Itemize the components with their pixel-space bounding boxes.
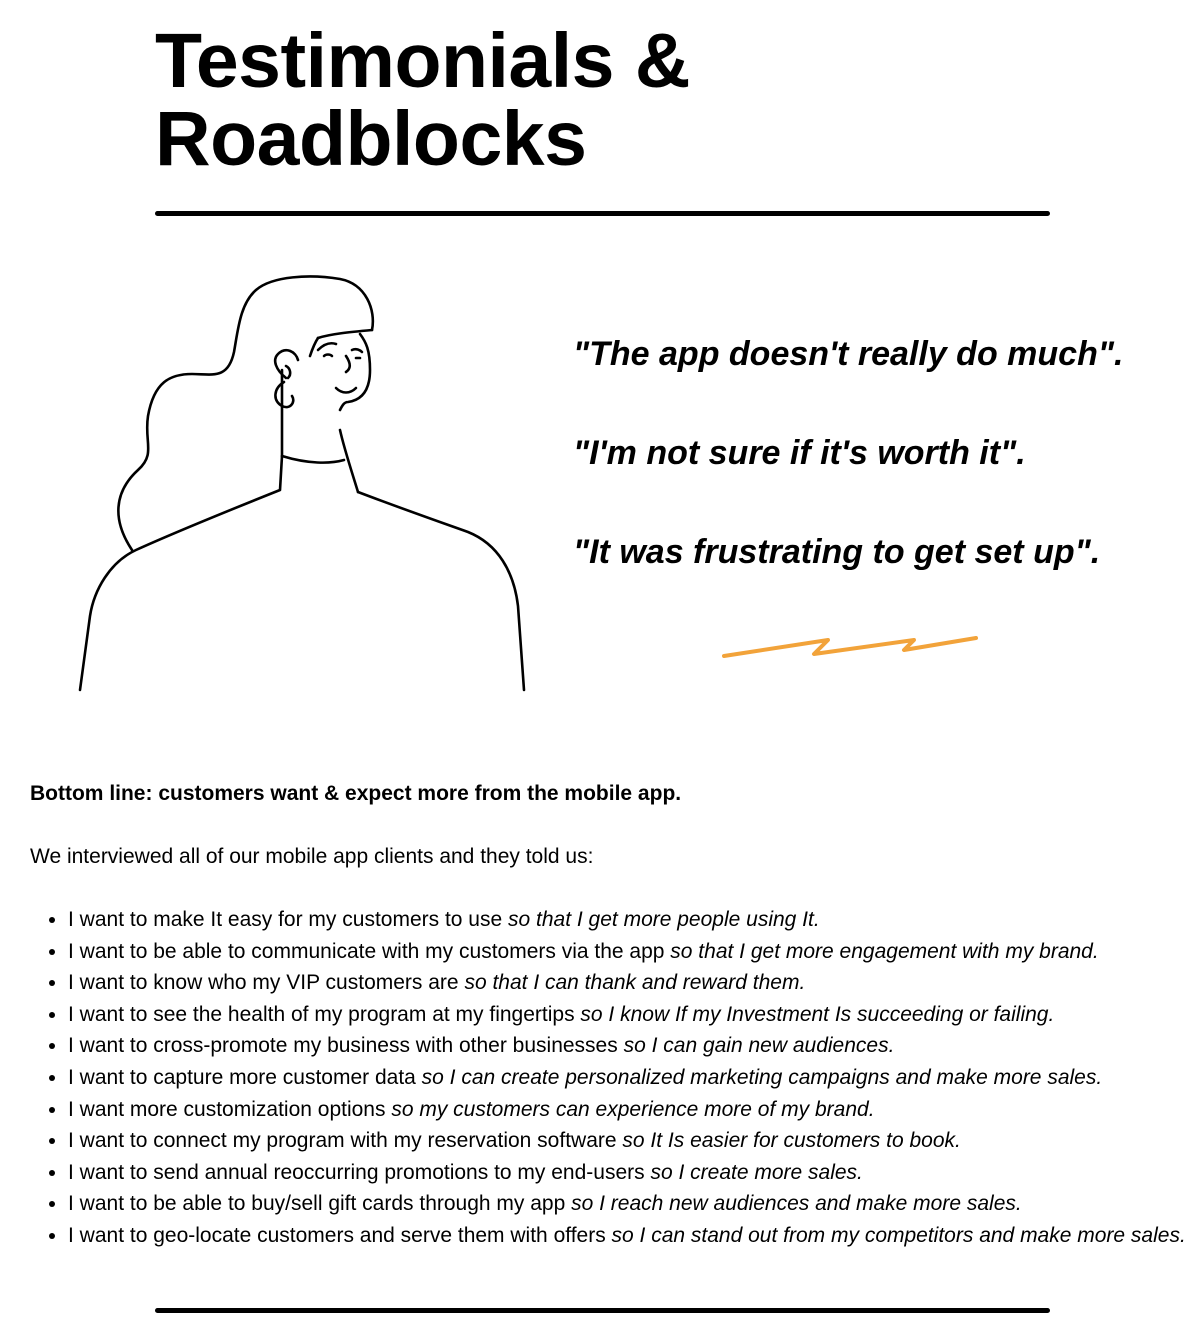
zigzag-accent-icon [718,628,982,662]
need-reason: so I create more sales. [650,1160,863,1184]
list-item [68,967,1190,999]
list-item [68,936,1190,968]
testimonial-quote: "It was frustrating to get set up". [573,533,1101,571]
need-want: I want more customization options [68,1097,392,1121]
need-reason: so my customers can experience more of my brand. [391,1097,875,1121]
bottom-line-statement: Bottom line: customers want & expect more from the mobile app. [30,782,682,805]
list-item [68,1062,1190,1094]
need-reason: so that I get more engagement with my brand. [670,939,1099,963]
need-want: I want to connect my program with my reservation software [68,1129,623,1153]
list-item [68,1188,1190,1220]
list-item [68,1157,1190,1189]
testimonial-quote: "I'm not sure if it's worth it". [573,434,1026,472]
need-want: I want to make It easy for my customers to use [68,908,508,931]
need-reason: so I can gain new audiences. [623,1034,895,1058]
footer-divider [155,1308,1050,1313]
interview-intro: We interviewed all of our mobile app clients and they told us: [30,845,594,868]
testimonial-quote: "The app doesn't really do much". [573,335,1124,373]
need-want: I want to geo-locate customers and serve them with offers [68,1223,612,1247]
testimonial-quotes [573,334,1193,631]
need-reason: so I reach new audiences and make more sales. [571,1192,1022,1216]
list-item [68,1094,1190,1126]
list-item [68,999,1190,1031]
need-want: I want to capture more customer data [68,1065,422,1089]
need-reason: so I know If my Investment Is succeeding or failing. [580,1002,1055,1026]
need-reason: so I can stand out from my competitors and make more sales. [611,1223,1186,1247]
need-reason: so that I can thank and reward them. [464,971,806,995]
need-want: I want to be able to communicate with my customers via the app [68,939,671,963]
page-title: Testimonials & Roadblocks [155,18,690,182]
need-want: I want to be able to buy/sell gift cards through my app [68,1192,572,1216]
customer-needs-list [30,904,1190,1252]
list-item [68,1220,1190,1252]
need-want: I want to send annual reoccurring promotions to my end-users [68,1160,651,1184]
list-item [68,904,1190,936]
list-item [68,1030,1190,1062]
need-reason: so that I get more people using It. [508,908,820,931]
list-item [68,1125,1190,1157]
title-divider [155,211,1050,216]
woman-line-illustration [60,270,540,700]
need-want: I want to cross-promote my business with other businesses [68,1034,624,1058]
need-want: I want to know who my VIP customers are [68,971,465,995]
need-reason: so It Is easier for customers to book. [622,1129,961,1153]
need-want: I want to see the health of my program at my fingertips [68,1002,581,1026]
need-reason: so I can create personalized marketing campaigns and make more sales. [421,1065,1103,1089]
